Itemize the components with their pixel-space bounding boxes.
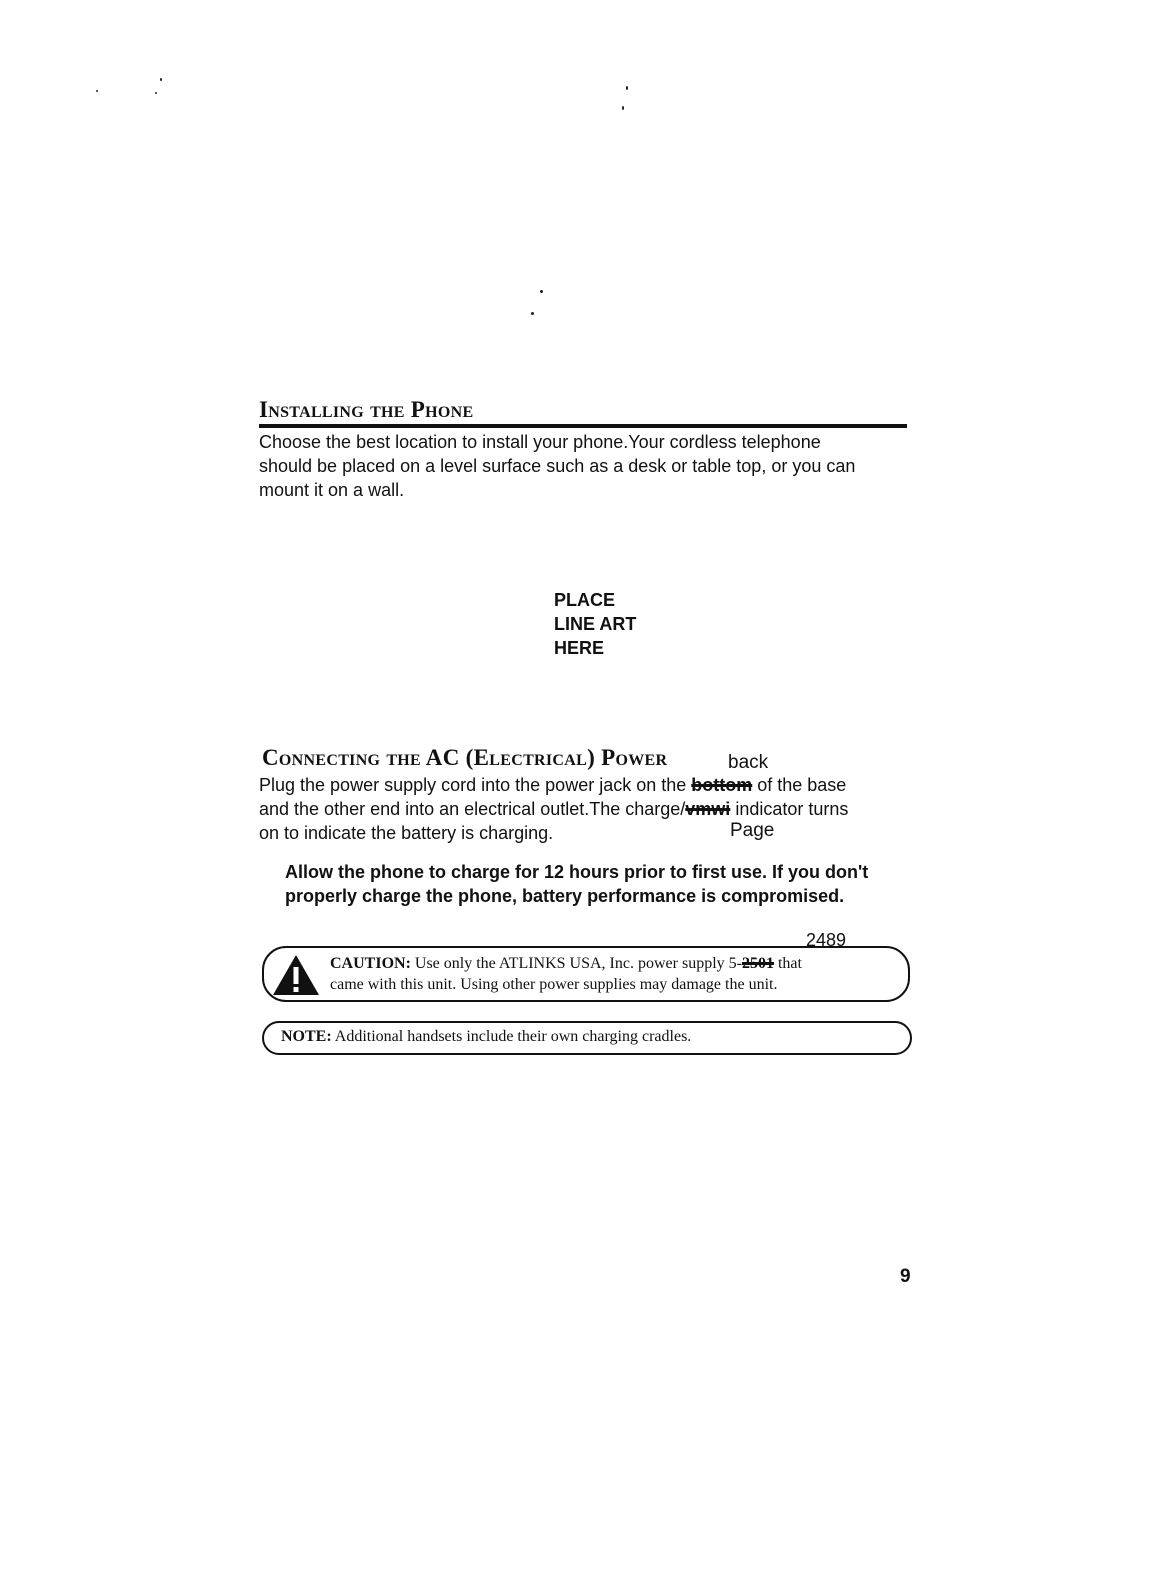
scan-speck [622,106,624,110]
body-text-span: indicator turns [730,799,849,819]
scan-speck [531,312,534,315]
body-line: mount it on a wall. [259,480,405,500]
warning-triangle-icon [271,953,321,997]
struck-word: bottom [691,775,753,795]
line-art-placeholder [554,588,636,660]
body-text-span: and the other end into an electrical outlet.The charge/ [259,799,686,819]
handwritten-annotation-page: Page [730,820,775,841]
caution-label: CAUTION: [330,955,411,972]
scan-speck [540,290,543,293]
section-heading-ac-power: Connecting the AC (Electrical) Power [262,745,668,770]
body-line: on to indicate the battery is charging. [259,823,554,843]
scan-speck [155,92,157,94]
section-body-installing [259,430,919,502]
placeholder-line: PLACE [554,590,616,610]
section-body-ac-power [259,773,924,845]
placeholder-line: HERE [554,638,605,658]
caution-line [330,953,900,974]
warning-line: properly charge the phone, battery performance is compromised. [285,886,845,906]
note-text [281,1026,881,1047]
section-heading-installing: Installing the Phone [259,397,474,422]
body-text-span: of the base [752,775,847,795]
scan-speck [160,78,162,81]
body-line: should be placed on a level surface such as a desk or table top, or you can [259,456,856,476]
caution-text-span: Use only the ATLINKS USA, Inc. power supply 5- [410,955,742,972]
caution-line: came with this unit. Using other power supplies may damage the unit. [330,976,778,993]
body-line: Choose the best location to install your phone.Your cordless telephone [259,432,821,452]
placeholder-line: LINE ART [554,614,637,634]
note-label: NOTE: [281,1028,332,1045]
page-number: 9 [900,1266,911,1287]
struck-word: 2501 [741,955,774,972]
struck-word: vmwi [685,799,731,819]
caution-text-span: that [773,955,802,972]
section-heading-rule [259,398,907,428]
body-line [259,797,924,821]
body-text-span: Plug the power supply cord into the power jack on the [259,775,692,795]
handwritten-annotation-back: back [728,752,769,773]
scan-speck [626,86,628,90]
note-text-span: Additional handsets include their own charging cradles. [331,1028,692,1045]
handwritten-annotation-part-number: 2489 [806,930,847,950]
warning-line: Allow the phone to charge for 12 hours prior to first use. If you don't [285,862,869,882]
body-line [259,773,924,797]
scan-speck [96,90,98,92]
charge-warning [285,860,905,908]
caution-text [330,953,900,995]
